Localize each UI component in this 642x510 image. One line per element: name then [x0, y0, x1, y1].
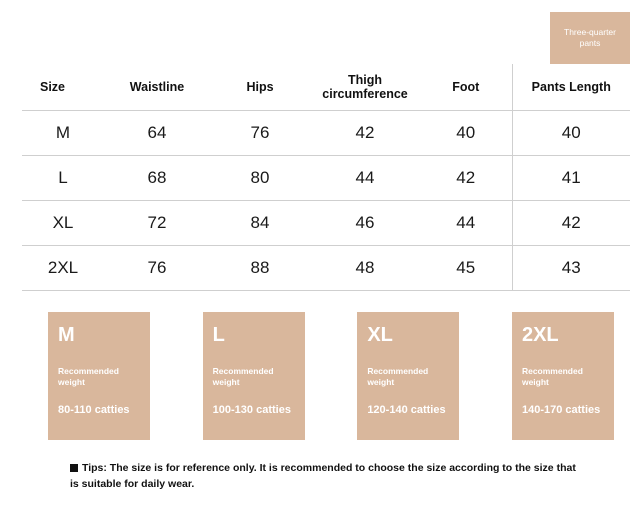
cell-thigh: 44: [310, 156, 420, 201]
weight-card-2xl: [512, 312, 614, 440]
weight-card-recommended-label: Recommended weight: [367, 366, 429, 387]
cell-hips: 80: [210, 156, 310, 201]
cell-waistline: 64: [104, 111, 210, 156]
cell-thigh: 48: [310, 246, 420, 291]
product-type-badge-label: Three-quarter pants: [564, 27, 616, 48]
cell-size: M: [22, 111, 104, 156]
cell-hips: 76: [210, 111, 310, 156]
weight-card-size: XL: [367, 324, 393, 346]
cell-pants-length: 42: [512, 201, 630, 246]
cell-foot: 45: [420, 246, 512, 291]
bullet-square-icon: [70, 464, 78, 472]
size-table-header: [22, 64, 630, 111]
cell-foot: 42: [420, 156, 512, 201]
cell-hips: 88: [210, 246, 310, 291]
weight-card-m: [48, 312, 150, 440]
column-header-hips: Hips: [210, 64, 310, 111]
weight-card-size: L: [212, 324, 225, 346]
size-table: [22, 64, 630, 291]
cell-pants-length: 40: [512, 111, 630, 156]
table-row: [22, 111, 630, 156]
weight-card-recommended-label: Recommended weight: [58, 366, 119, 387]
cell-hips: 84: [210, 201, 310, 246]
cell-size: 2XL: [22, 246, 104, 291]
cell-waistline: 76: [104, 246, 210, 291]
weight-card-recommended-label: Recommended weight: [521, 366, 583, 387]
cell-pants-length: 41: [512, 156, 630, 201]
cell-waistline: 68: [104, 156, 210, 201]
cell-thigh: 46: [310, 201, 420, 246]
tips-text: Tips: The size is for reference only. It is recommended to choose the size according to the size that is suitable for daily wear.: [70, 462, 576, 490]
cell-waistline: 72: [104, 201, 210, 246]
table-header-row: [22, 64, 630, 111]
weight-card-size: 2XL: [521, 324, 559, 346]
table-row: [22, 201, 630, 246]
cell-size: XL: [22, 201, 104, 246]
size-table-container: [22, 64, 630, 291]
weight-card-value: 100-130 catties: [212, 404, 291, 416]
product-type-badge: [550, 12, 630, 64]
column-header-foot: Foot: [420, 64, 512, 111]
weight-card-value: 120-140 catties: [367, 404, 446, 416]
column-header-pants-length: Pants Length: [512, 64, 630, 111]
column-header-waistline: Waistline: [104, 64, 210, 111]
cell-foot: 44: [420, 201, 512, 246]
column-header-size: Size: [22, 64, 104, 111]
cell-thigh: 42: [310, 111, 420, 156]
size-table-body: [22, 111, 630, 291]
cell-foot: 40: [420, 111, 512, 156]
weight-card-xl: [357, 312, 459, 440]
column-header-thigh-circumference: Thigh circumference: [310, 64, 420, 111]
cell-pants-length: 43: [512, 246, 630, 291]
weight-card-value: 80-110 catties: [58, 404, 130, 416]
recommended-weight-cards: [48, 312, 614, 440]
cell-size: L: [22, 156, 104, 201]
weight-card-l: [203, 312, 305, 440]
tips-note: [70, 460, 582, 492]
weight-card-recommended-label: Recommended weight: [212, 366, 274, 387]
weight-card-value: 140-170 catties: [521, 404, 601, 416]
table-row: [22, 246, 630, 291]
table-row: [22, 156, 630, 201]
weight-card-size: M: [58, 324, 75, 346]
